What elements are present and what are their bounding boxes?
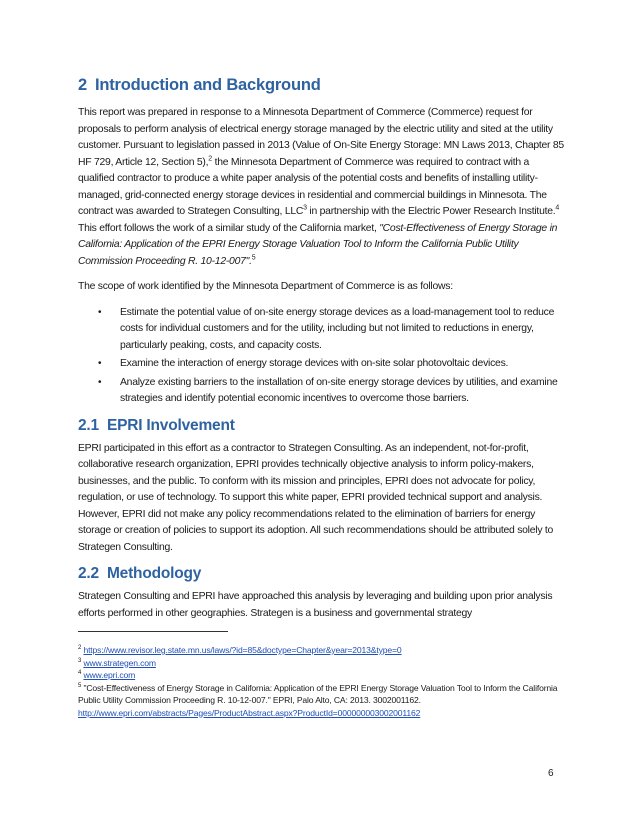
intro-text-1: This report was prepared in response to a Minnesota Department of Commerce (Commerce) request for proposals to perform analysis of electrical energy storage managed by the electric utility and sited at the utility customer. Pursuant to legislation passed in 2013 (Value of On-Site Energy Storage: MN Laws 2013, Chapter 85 HF 729, Article 12, Section 5), bbox=[78, 107, 564, 168]
footnote-ref-5[interactable]: 5 bbox=[251, 254, 256, 262]
scope-item bbox=[98, 356, 568, 373]
scope-item bbox=[98, 375, 568, 408]
intro-text-3: in partnership with the Electric Power Research Institute. bbox=[306, 206, 556, 217]
footnote-divider bbox=[78, 631, 228, 632]
footnote-5-link[interactable]: http://www.epri.com/abstracts/Pages/ProductAbstract.aspx?ProductId=000000003002001162 bbox=[78, 707, 421, 718]
section-2-number: 2 bbox=[78, 76, 87, 94]
footnote-ref-2[interactable]: 2 bbox=[208, 155, 212, 163]
section-2-1-number: 2.1 bbox=[78, 416, 99, 434]
footnote-ref-3[interactable]: 3 bbox=[303, 204, 307, 212]
section-2-heading bbox=[78, 76, 568, 95]
footnote-3 bbox=[78, 657, 568, 670]
section-2-title: Introduction and Background bbox=[94, 76, 321, 94]
page-content bbox=[78, 70, 568, 719]
section-2-1-title: EPRI Involvement bbox=[106, 416, 235, 434]
bullet-icon: • bbox=[98, 376, 102, 388]
footnote-5 bbox=[78, 682, 568, 720]
bullet-icon: • bbox=[98, 358, 102, 369]
footnote-2-link[interactable]: https://www.revisor.leg.state.mn.us/laws/?id=85&doctype=Chapter&year=2013&type=0 bbox=[83, 645, 402, 655]
footnote-4 bbox=[78, 669, 568, 682]
scope-intro: The scope of work identified by the Minnesota Department of Commerce is as follows: bbox=[78, 281, 453, 292]
section-2-1-heading bbox=[78, 417, 568, 435]
bullet-icon: • bbox=[98, 306, 102, 318]
page-number: 6 bbox=[548, 768, 554, 779]
footnote-2 bbox=[78, 644, 568, 657]
footnote-4-link[interactable]: www.epri.com bbox=[83, 670, 136, 680]
intro-paragraph bbox=[78, 105, 568, 270]
footnote-3-link[interactable]: www.strategen.com bbox=[83, 657, 156, 668]
intro-text-4: This effort follows the work of a similar study of the California market, bbox=[78, 222, 380, 234]
scope-item-text: Estimate the potential value of on-site energy storage devices as a load-management tool to reduce costs for individual customers and for the utility, including but not limited to reductions in energy, particularly peaking, costs, and capacity costs. bbox=[120, 306, 555, 351]
methodology-paragraph: Strategen Consulting and EPRI have approached this analysis by leveraging and building upon prior analysis efforts performed in other geographies. Strategen is a business and governmental strategy bbox=[78, 591, 553, 619]
intro-text-2: the Minnesota Department of Commerce was required to contract with a qualified contractor to produce a white paper analysis of the potential costs and benefits of installing utility-managed, grid-connected energy storage devices in residential and commercial buildings in Minnesota. The contract was awarded to Strategen Consulting, LLC bbox=[78, 156, 547, 217]
section-2-2-number: 2.2 bbox=[78, 565, 99, 582]
section-2-2-title: Methodology bbox=[106, 565, 202, 582]
epri-paragraph: EPRI participated in this effort as a contractor to Strategen Consulting. As an independent, not-for-profit, collaborative research organization, EPRI provides technically objective analysis to inform policy-makers, businesses, and the public. To conform with its mission and principles, EPRI does not advocate for policy, regulation, or use of technology. To support this white paper, EPRI provided technical support and analysis. However, EPRI did not make any policy recommendations related to the elimination of barriers for energy storage or creation of policies to support its adoption. All such recommendations should be attributed solely to Strategen Consulting. bbox=[78, 442, 554, 553]
scope-item-text: Examine the interaction of energy storage devices with on-site solar photovoltaic devices. bbox=[120, 358, 509, 369]
section-2-2-heading bbox=[78, 565, 568, 583]
footnote-ref-4[interactable]: 4 bbox=[555, 204, 560, 212]
california-study-title: "Cost-Effectiveness of Energy Storage in California: Application of the EPRI Energy Storage Valuation Tool to Inform the California Public Utility Commission Proceeding R. 10-12-007". bbox=[78, 222, 558, 267]
footnote-4-number: 4 bbox=[78, 670, 82, 677]
scope-item bbox=[98, 305, 568, 355]
scope-item-text: Analyze existing barriers to the installation of on-site energy storage devices by utilities, and examine strategies and identify potential economic incentives to overcome those barriers. bbox=[120, 376, 558, 404]
footnote-3-number: 3 bbox=[78, 657, 82, 664]
footnote-5-text: "Cost-Effectiveness of Energy Storage in California: Application of the EPRI Energy Storage Valuation Tool to Inform the California Public Utility Commission Proceeding R. 10-12-007." EPRI, Palo Alto, CA: 2013. 3002001162. bbox=[78, 682, 558, 705]
footnote-5-number: 5 bbox=[78, 682, 82, 689]
footnote-2-number: 2 bbox=[78, 645, 82, 652]
scope-list bbox=[78, 305, 568, 408]
